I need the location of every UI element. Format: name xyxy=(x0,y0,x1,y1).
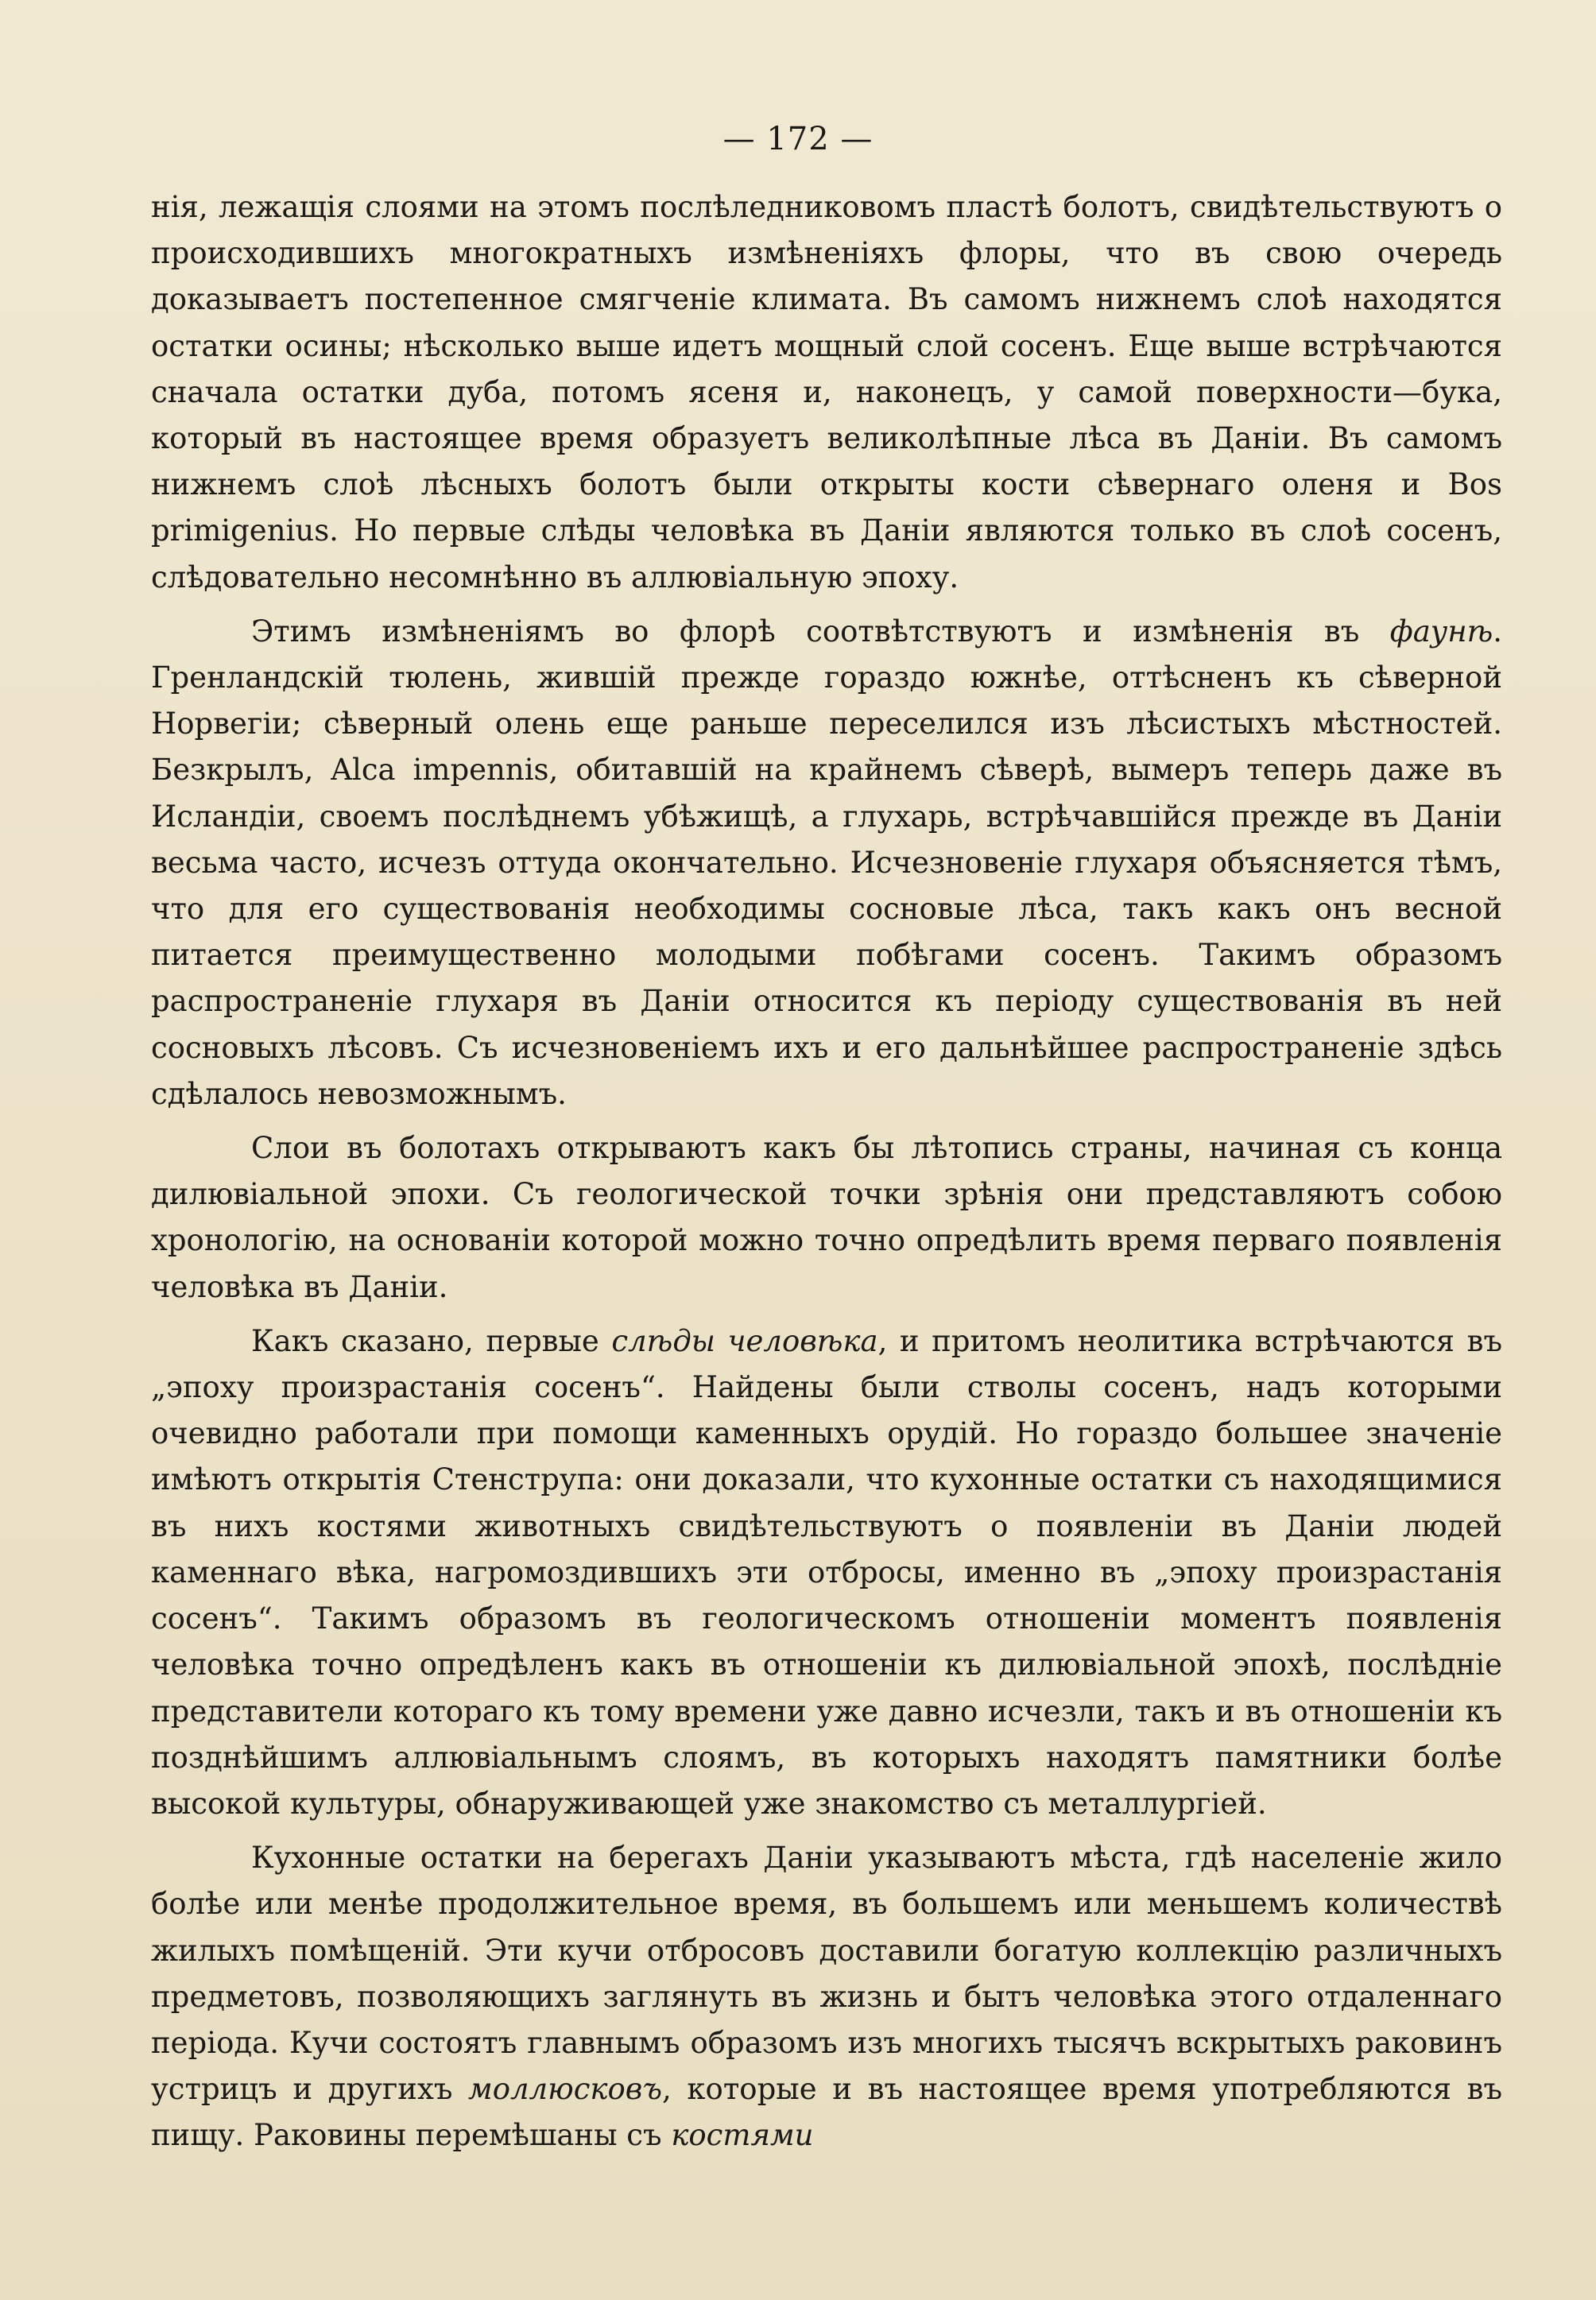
paragraph-4 xyxy=(151,1318,1502,1827)
paragraph-5-text-b: , которые и въ настоящее время употребляются въ пищу. Раковины перемѣшаны съ xyxy=(151,2072,1502,2153)
paragraph-5-text-a: Кухонные остатки на берегахъ Даніи указываютъ мѣста, гдѣ населеніе жило болѣе или менѣе продолжительное время, въ большемъ или меньшемъ количествѣ жилыхъ помѣщеній. Эти кучи отбросовъ доставили богатую коллекцію различныхъ предметовъ, позволяющихъ заглянуть въ жизнь и бытъ человѣка этого отдаленнаго періода. Кучи состоятъ главнымъ образомъ изъ многихъ тысячъ вскрытыхъ раковинъ устрицъ и другихъ xyxy=(151,1841,1502,2107)
paragraph-2-text-a: Этимъ измѣненіямъ во флорѣ соотвѣтствуютъ и измѣненія въ xyxy=(251,614,1390,649)
paragraph-2-italic-term: фаунѣ xyxy=(1389,614,1493,649)
paragraph-5-italic-term-1: моллюсковъ xyxy=(468,2072,662,2107)
paragraph-3-text: Слои въ болотахъ открываютъ какъ бы лѣтопись страны, начиная съ конца дилювіальной эпохи. Съ геологической точки зрѣнія они представляютъ собою хронологію, на основаніи которой можно точно опредѣлить время перваго появленія человѣка въ Даніи. xyxy=(151,1131,1502,1304)
paragraph-4-text-b: , и притомъ неолитика встрѣчаются въ „эпоху произрастанія сосенъ“. Найдены были стволы сосенъ, надъ которыми очевидно работали при помощи каменныхъ орудій. Но гораздо большее значеніе имѣютъ открытія Стенструпа: они доказали, что кухонные остатки съ находящимися въ нихъ костями животныхъ свидѣтельствуютъ о появленіи въ Даніи людей каменнаго вѣка, нагромоздившихъ эти отбросы, именно въ „эпоху произрастанія сосенъ“. Такимъ образомъ въ геологическомъ отношеніи моментъ появленія человѣка точно опредѣленъ какъ въ отношеніи къ дилювіальной эпохѣ, послѣдніе представители котораго къ тому времени уже давно исчезли, такъ и въ отношеніи къ позднѣйшимъ аллювіальнымъ слоямъ, въ которыхъ находятъ памятники болѣе высокой культуры, обнаруживающей уже знакомство съ металлургіей. xyxy=(151,1323,1502,1821)
paragraph-2-text-b: . Гренландскій тюлень, жившій прежде гораздо южнѣе, оттѣсненъ къ сѣверной Норвегіи; сѣверный олень еще раньше переселился изъ лѣсистыхъ мѣстностей. Безкрылъ, Alca impennis, обитавшій на крайнемъ сѣверѣ, вымеръ теперь даже въ Исландіи, своемъ послѣднемъ убѣжищѣ, а глухарь, встрѣчавшійся прежде въ Даніи весьма часто, исчезъ оттуда окончательно. Исчезновеніе глухаря объясняется тѣмъ, что для его существованія необходимы сосновые лѣса, такъ какъ онъ весной питается преимущественно молодыми побѣгами сосенъ. Такимъ образомъ распространеніе глухаря въ Даніи относится къ періоду существованія въ ней сосновыхъ лѣсовъ. Съ исчезновеніемъ ихъ и его дальнѣйшее распространеніе здѣсь сдѣлалось невозможнымъ. xyxy=(151,614,1502,1111)
page-number: — 172 — xyxy=(722,121,874,157)
paragraph-5-italic-term-2: костями xyxy=(671,2118,814,2153)
paragraph-5 xyxy=(151,1835,1502,2159)
paragraph-1-text: нія, лежащія слоями на этомъ послѣледниковомъ пластѣ болотъ, свидѣтельствуютъ о происходившихъ многократныхъ измѣненіяхъ флоры, что въ свою очередь доказываетъ постепенное смягченіе климата. Въ самомъ нижнемъ слоѣ находятся остатки осины; нѣсколько выше идетъ мощный слой сосенъ. Еще выше встрѣчаются сначала остатки дуба, потомъ ясеня и, наконецъ, у самой поверхности—бука, который въ настоящее время образуетъ великолѣпные лѣса въ Даніи. Въ самомъ нижнемъ слоѣ лѣсныхъ болотъ были открыты кости сѣвернаго оленя и Bos primigenius. Но первые слѣды человѣка въ Даніи являются только въ слоѣ сосенъ, слѣдовательно несомнѣнно въ аллювіальную эпоху. xyxy=(151,190,1502,594)
paragraph-1 xyxy=(151,184,1502,601)
paragraph-3 xyxy=(151,1125,1502,1311)
paragraph-4-italic-term: слѣды человѣка xyxy=(611,1323,878,1358)
paragraph-4-text-a: Какъ сказано, первые xyxy=(251,1323,612,1358)
paragraph-2 xyxy=(151,609,1502,1117)
body-text xyxy=(151,184,1502,2167)
